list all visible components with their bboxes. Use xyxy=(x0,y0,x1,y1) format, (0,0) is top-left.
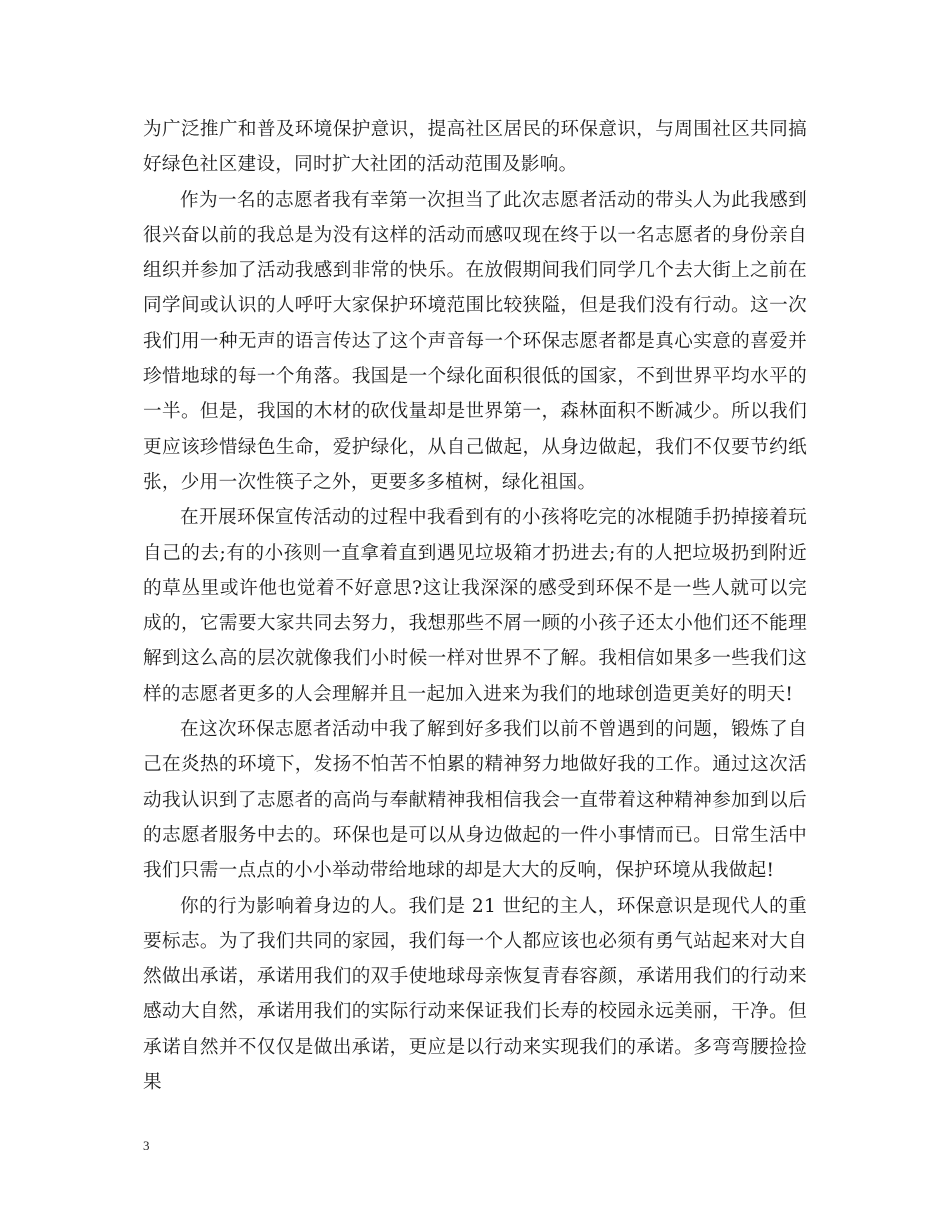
paragraph-1: 为广泛推广和普及环境保护意识，提高社区居民的环保意识，与周围社区共同搞好绿色社区建设，同时扩大社团的活动范围及影响。 xyxy=(143,119,807,176)
document-body xyxy=(143,112,807,1100)
paragraph-3: 在开展环保宣传活动的过程中我看到有的小孩将吃完的冰棍随手扔掉接着玩自己的去;有的小孩则一直拿着直到遇见垃圾箱才扔进去;有的人把垃圾扔到附近的草丛里或许他也觉着不好意思?这让我深深的感受到环保不是一些人就可以完成的，它需要大家共同去努力，我想那些不屑一顾的小孩子还太小他们还不能理解到这么高的层次就像我们小时候一样对世界不了解。我相信如果多一些我们这样的志愿者更多的人会理解并且一起加入进来为我们的地球创造更美好的明天! xyxy=(143,507,807,705)
paragraph-4: 在这次环保志愿者活动中我了解到好多我们以前不曾遇到的问题，锻炼了自己在炎热的环境下，发扬不怕苦不怕累的精神努力地做好我的工作。通过这次活动我认识到了志愿者的高尚与奉献精神我相信我会一直带着这种精神参加到以后的志愿者服务中去的。环保也是可以从身边做起的一件小事情而已。日常生活中我们只需一点点的小小举动带给地球的却是大大的反响，保护环境从我做起! xyxy=(143,719,807,882)
page-number: 3 xyxy=(143,1138,150,1153)
paragraph-5: 你的行为影响着身边的人。我们是 21 世纪的主人，环保意识是现代人的重要标志。为了我们共同的家园，我们每一个人都应该也必须有勇气站起来对大自然做出承诺，承诺用我们的双手使地球母亲恢复青春容颜，承诺用我们的行动来感动大自然，承诺用我们的实际行动来保证我们长寿的校园永远美丽，干净。但承诺自然并不仅仅是做出承诺，更应是以行动来实现我们的承诺。多弯弯腰捡捡果 xyxy=(143,895,807,1094)
paragraph-2: 作为一名的志愿者我有幸第一次担当了此次志愿者活动的带头人为此我感到很兴奋以前的我总是为没有这样的活动而感叹现在终于以一名志愿者的身份亲自组织并参加了活动我感到非常的快乐。在放假期间我们同学几个去大街上之前在同学间或认识的人呼吁大家保护环境范围比较狭隘，但是我们没有行动。这一次我们用一种无声的语言传达了这个声音每一个环保志愿者都是真心实意的喜爱并珍惜地球的每一个角落。我国是一个绿化面积很低的国家，不到世界平均水平的一半。但是，我国的木材的砍伐量却是世界第一，森林面积不断减少。所以我们更应该珍惜绿色生命，爱护绿化，从自己做起，从身边做起，我们不仅要节约纸张，少用一次性筷子之外，更要多多植树，绿化祖国。 xyxy=(143,189,807,493)
